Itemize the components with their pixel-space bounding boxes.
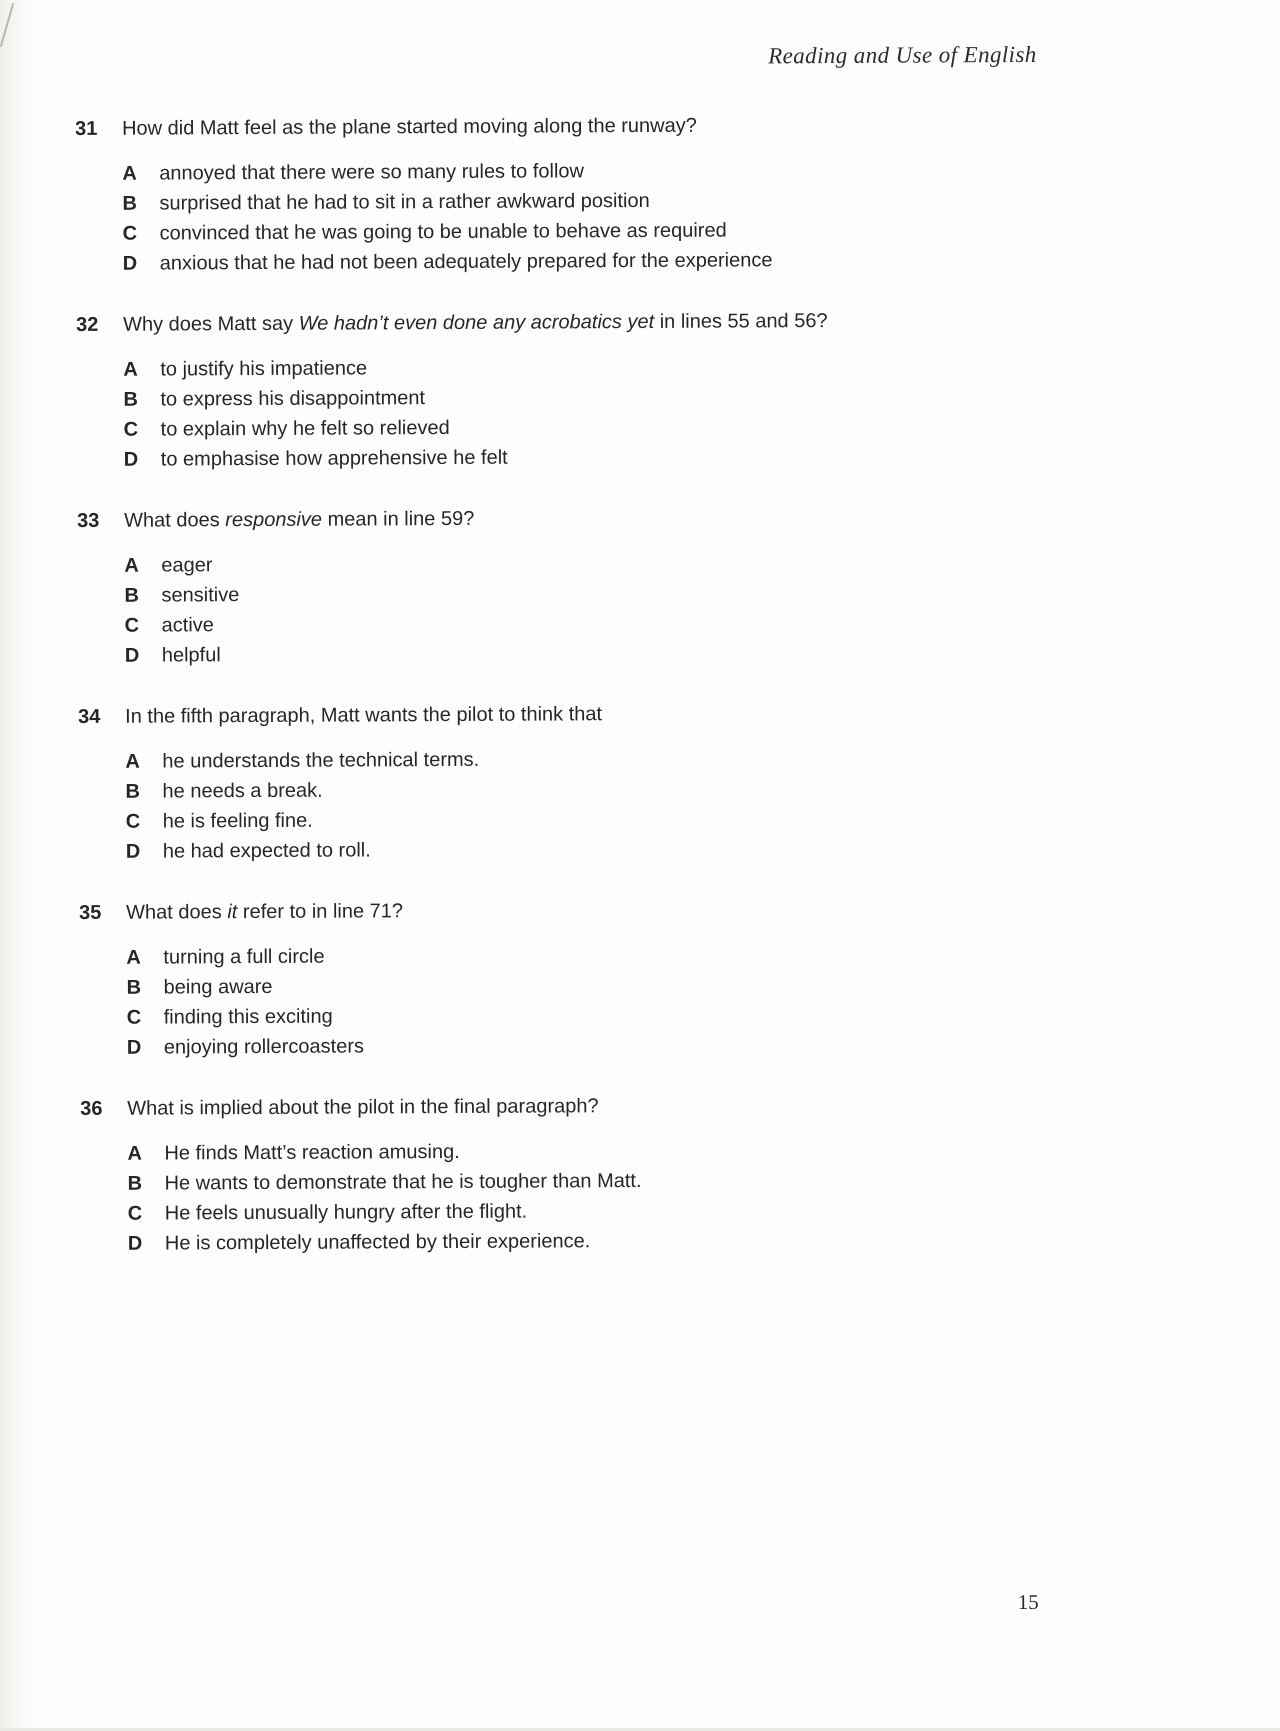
section-header: Reading and Use of English [768,41,1037,69]
question-prompt [127,1089,1140,1122]
option-letter: C [122,222,138,245]
question-number: 36 [80,1097,103,1120]
option-letter: A [123,358,138,381]
option-text: to emphasise how apprehensive he felt [160,446,508,471]
options-list [76,349,1137,475]
question-prompt-part: What does [124,509,226,532]
question-number: 32 [76,313,99,336]
option-text: he had expected to roll. [162,839,371,863]
options-list [80,1133,1141,1259]
option-36-D [128,1223,1141,1258]
question-34 [78,697,1139,867]
question-list [75,109,1141,1291]
option-text: turning a full circle [163,945,325,969]
options-list [79,937,1140,1063]
option-letter: B [127,1172,143,1195]
option-text: he needs a break. [162,779,323,803]
option-text: He feels unusually hungry after the flight. [164,1200,528,1225]
option-letter: A [127,1142,142,1165]
options-list [77,545,1138,671]
option-letter: C [124,614,140,637]
question-31 [75,109,1136,279]
question-prompt [124,501,1137,534]
options-list [78,741,1139,867]
option-text: He is completely unaffected by their experience. [164,1230,591,1255]
option-letter: D [127,1232,143,1255]
question-head [78,697,1138,731]
option-letter: A [126,946,141,969]
option-34-D [126,831,1139,866]
option-letter: C [127,1202,143,1225]
question-head [75,109,1135,143]
option-text: helpful [161,644,221,667]
question-number: 31 [74,117,98,140]
question-head [76,305,1136,339]
question-35 [79,893,1140,1063]
option-text: sensitive [161,584,240,607]
page-number: 15 [1017,1589,1039,1615]
option-text: annoyed that there were so many rules to follow [159,160,585,185]
option-text: He finds Matt’s reaction amusing. [164,1140,460,1165]
option-letter: C [125,810,141,833]
question-prompt [122,109,1135,142]
option-letter: A [124,554,139,577]
option-letter: D [122,252,138,275]
option-letter: D [125,840,141,863]
option-text: finding this exciting [163,1005,333,1029]
option-35-D [127,1027,1140,1062]
question-prompt-italic-part: We hadn’t even done any acrobatics yet [298,310,655,335]
option-31-D [123,243,1136,278]
question-prompt-part: Why does Matt say [123,312,299,336]
option-letter: B [125,780,141,803]
option-letter: C [126,1006,142,1029]
option-letter: D [123,448,139,471]
question-prompt-part: refer to in line 71? [237,900,404,924]
option-letter: A [122,162,137,185]
option-letter: B [123,388,138,411]
question-prompt-part: What does [126,901,228,924]
question-number: 35 [79,901,102,924]
question-prompt-italic-part: responsive [225,508,323,532]
question-head [79,893,1139,927]
question-prompt [126,893,1139,926]
option-text: to express his disappointment [160,387,426,411]
question-32 [76,305,1137,475]
question-head [80,1089,1140,1123]
question-prompt [125,697,1138,730]
option-text: eager [161,554,213,577]
question-prompt-part: in lines 55 and 56? [654,310,828,333]
option-text: enjoying rollercoasters [163,1035,365,1059]
option-text: he is feeling fine. [162,809,313,833]
option-letter: C [123,418,139,441]
option-letter: B [124,584,140,607]
option-letter: D [126,1036,142,1059]
option-text: He wants to demonstrate that he is tougher than Matt. [164,1169,642,1195]
option-text: surprised that he had to sit in a rather awkward position [159,189,650,215]
option-text: he understands the technical terms. [162,748,480,773]
question-number: 33 [77,509,100,532]
option-letter: A [125,750,140,773]
options-list [75,153,1136,279]
question-head [77,501,1137,535]
question-prompt-italic-part: it [227,901,238,924]
option-letter: B [126,976,142,999]
option-text: to explain why he felt so relieved [160,416,450,441]
question-36 [80,1089,1141,1259]
question-33 [77,501,1138,671]
option-letter: B [122,192,137,215]
question-number: 34 [78,705,101,728]
option-text: being aware [163,975,273,999]
question-prompt [123,305,1136,338]
option-text: active [161,614,214,637]
question-prompt-part: In the fifth paragraph, Matt wants the pilot to think that [125,703,603,728]
question-prompt-part: What is implied about the pilot in the final paragraph? [127,1095,599,1120]
question-prompt-part: How did Matt feel as the plane started moving along the runway? [121,114,697,140]
question-prompt-part: mean in line 59? [321,507,475,531]
option-text: convinced that he was going to be unable to behave as required [159,219,727,245]
option-text: anxious that he had not been adequately prepared for the experience [159,249,773,275]
option-letter: D [124,644,140,667]
option-32-D [124,439,1137,474]
option-33-D [125,635,1138,670]
option-text: to justify his impatience [160,357,368,381]
